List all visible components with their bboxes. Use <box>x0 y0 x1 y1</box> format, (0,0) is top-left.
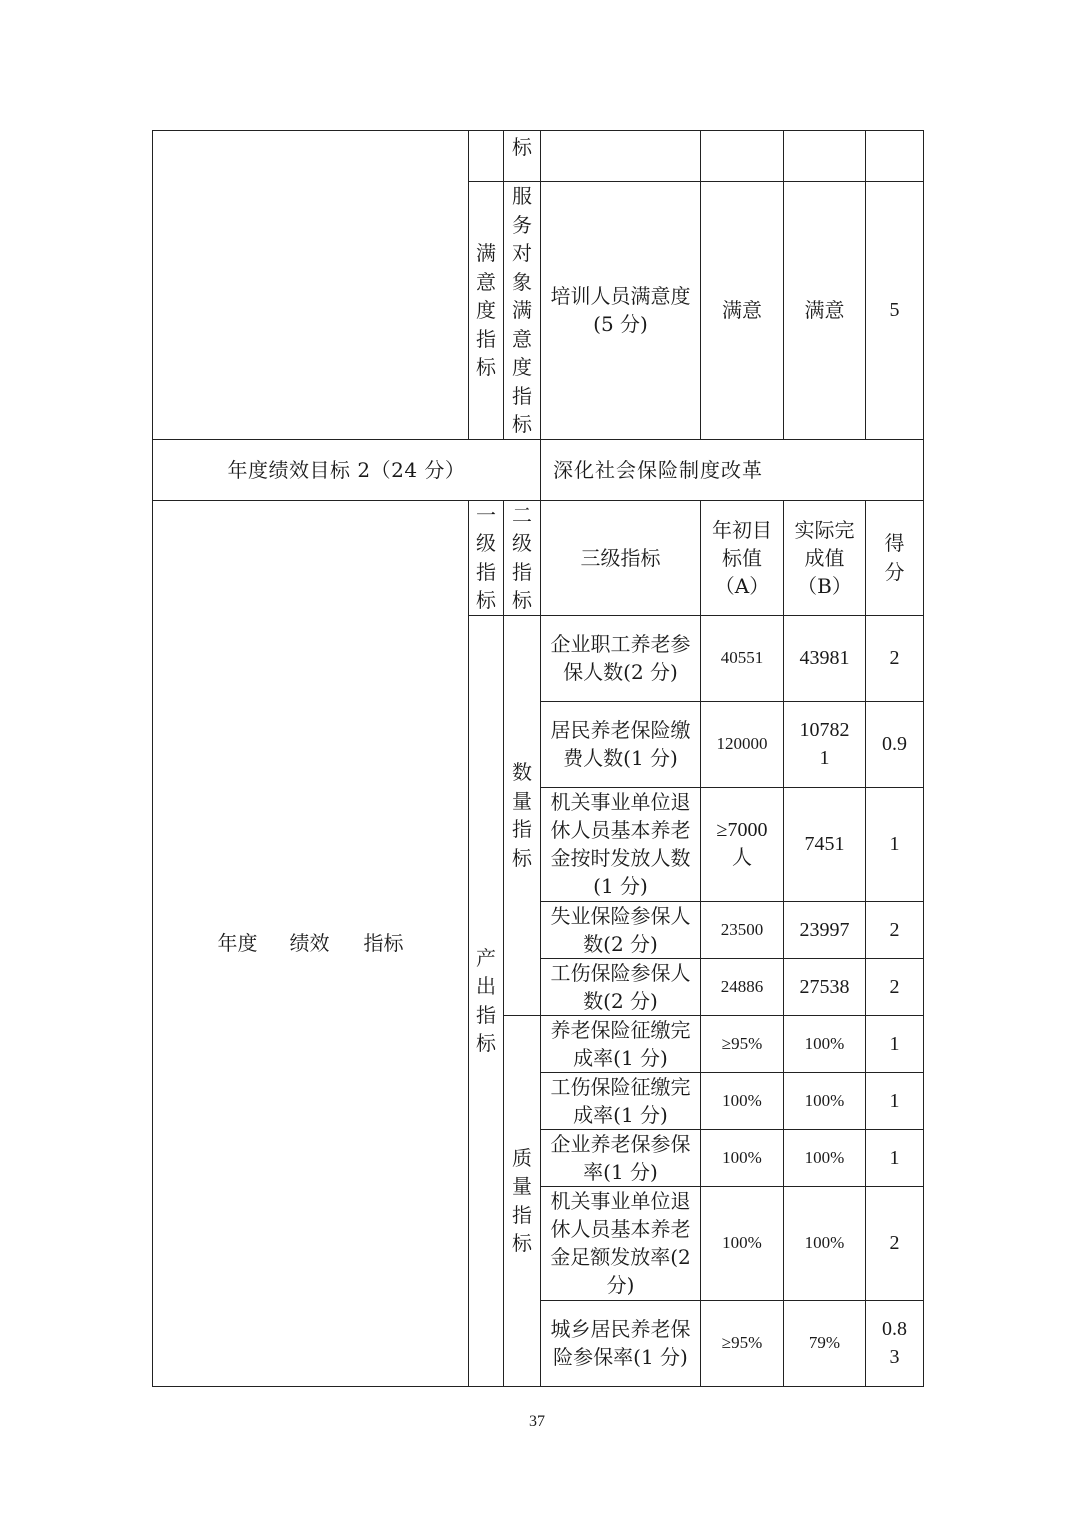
quality-row-target: 100% <box>701 1129 784 1186</box>
quality-indicator-cell <box>504 1015 541 1386</box>
performance-table <box>152 130 924 1387</box>
prev-level1-blank <box>469 131 504 182</box>
quantity-row-name: 机关事业单位退休人员基本养老金按时发放人数(1 分) <box>541 787 701 901</box>
quality-row-target: 100% <box>701 1186 784 1300</box>
quantity-row-score: 2 <box>866 958 924 1015</box>
quality-row-score: 0.83 <box>882 1318 907 1368</box>
quantity-row-score: 2 <box>866 901 924 958</box>
satisfaction-level3: 培训人员满意度(5 分) <box>541 182 701 440</box>
quantity-row-score: 1 <box>866 787 924 901</box>
prev-block-blank-cell <box>153 131 469 440</box>
quantity-row-target: ≥7000人 <box>716 819 768 869</box>
quantity-row-score: 2 <box>866 615 924 701</box>
quantity-row-actual: 107821 <box>799 719 850 769</box>
output-indicator-cell <box>469 615 504 1386</box>
header-score-cell <box>866 500 924 615</box>
quantity-row-target: 23500 <box>701 901 784 958</box>
satisfaction-target: 满意 <box>701 182 784 440</box>
satisfaction-level1-cell <box>469 182 504 440</box>
quality-row-name: 工伤保险征缴完成率(1 分) <box>541 1072 701 1129</box>
quantity-row-name: 居民养老保险缴费人数(1 分) <box>541 701 701 787</box>
quality-row-score: 1 <box>866 1129 924 1186</box>
header-level2: 二级指标 <box>512 502 532 612</box>
header-target: 年初目标值（A） <box>712 517 772 598</box>
quantity-row-name: 失业保险参保人数(2 分) <box>541 901 701 958</box>
quality-row-target: ≥95% <box>701 1015 784 1072</box>
prev-level2-tail <box>504 131 541 182</box>
prev-score-blank <box>866 131 924 182</box>
quality-row-name: 城乡居民养老保险参保率(1 分) <box>541 1300 701 1386</box>
annual-label-part-2: 绩效 <box>289 931 330 955</box>
prev-level3-blank <box>541 131 701 182</box>
quantity-row-target: 40551 <box>701 615 784 701</box>
prev-level2-tail-text: 标 <box>512 135 532 159</box>
quality-row-actual: 100% <box>784 1129 866 1186</box>
goal2-label: 年度绩效目标 2（24 分） <box>153 439 541 500</box>
quality-row-score: 1 <box>866 1015 924 1072</box>
quality-row-actual: 100% <box>784 1186 866 1300</box>
goal2-value: 深化社会保险制度改革 <box>541 439 924 500</box>
quality-row-name: 机关事业单位退休人员基本养老金足额发放率(2 分) <box>541 1186 701 1300</box>
header-level1: 一级指标 <box>476 502 496 612</box>
quality-row-name: 养老保险征缴完成率(1 分) <box>541 1015 701 1072</box>
indicator-header-row <box>153 500 924 615</box>
quality-row-score: 2 <box>866 1186 924 1300</box>
satisfaction-score: 5 <box>866 182 924 440</box>
header-level3: 三级指标 <box>541 500 701 615</box>
quantity-row-actual-cell <box>784 701 866 787</box>
prev-target-blank <box>701 131 784 182</box>
quality-row-score: 1 <box>866 1072 924 1129</box>
annual-label-part-1: 年度 <box>217 931 258 955</box>
quantity-row-actual: 43981 <box>784 615 866 701</box>
quantity-row-name: 工伤保险参保人数(2 分) <box>541 958 701 1015</box>
quantity-row-actual: 27538 <box>784 958 866 1015</box>
output-indicator-label: 产出指标 <box>476 945 496 1055</box>
header-level1-cell <box>469 500 504 615</box>
quantity-indicator-cell <box>504 615 541 1015</box>
header-level2-cell <box>504 500 541 615</box>
header-actual-cell <box>784 500 866 615</box>
quantity-row-name: 企业职工养老参保人数(2 分) <box>541 615 701 701</box>
header-score: 得分 <box>884 531 905 584</box>
quantity-row-score: 0.9 <box>866 701 924 787</box>
satisfaction-level1: 满意度指标 <box>476 241 496 379</box>
satisfaction-level2-cell <box>504 182 541 440</box>
quantity-row-actual: 7451 <box>784 787 866 901</box>
quality-row-name: 企业养老保参保率(1 分) <box>541 1129 701 1186</box>
quantity-row-target: 120000 <box>701 701 784 787</box>
header-target-cell <box>701 500 784 615</box>
satisfaction-actual: 满意 <box>784 182 866 440</box>
quality-indicator-label: 质量指标 <box>512 1145 532 1255</box>
quantity-row-target: 24886 <box>701 958 784 1015</box>
page-number: 37 <box>529 1413 545 1430</box>
prev-block-tail-row <box>153 131 924 182</box>
header-actual: 实际完成值（B） <box>794 517 855 598</box>
quality-row-score-cell <box>866 1300 924 1386</box>
quality-row-actual: 100% <box>784 1072 866 1129</box>
quantity-row-target-cell <box>701 787 784 901</box>
quality-row-actual: 100% <box>784 1015 866 1072</box>
quantity-row-actual: 23997 <box>784 901 866 958</box>
satisfaction-level2: 服务对象满意度指标 <box>512 184 532 436</box>
quality-row-actual: 79% <box>784 1300 866 1386</box>
quality-row-target: 100% <box>701 1072 784 1129</box>
annual-label-part-3: 指标 <box>363 931 404 955</box>
goal2-row <box>153 439 924 500</box>
quantity-indicator-label: 数量指标 <box>512 760 532 870</box>
annual-indicator-label <box>153 500 469 1386</box>
prev-actual-blank <box>784 131 866 182</box>
quality-row-target: ≥95% <box>701 1300 784 1386</box>
